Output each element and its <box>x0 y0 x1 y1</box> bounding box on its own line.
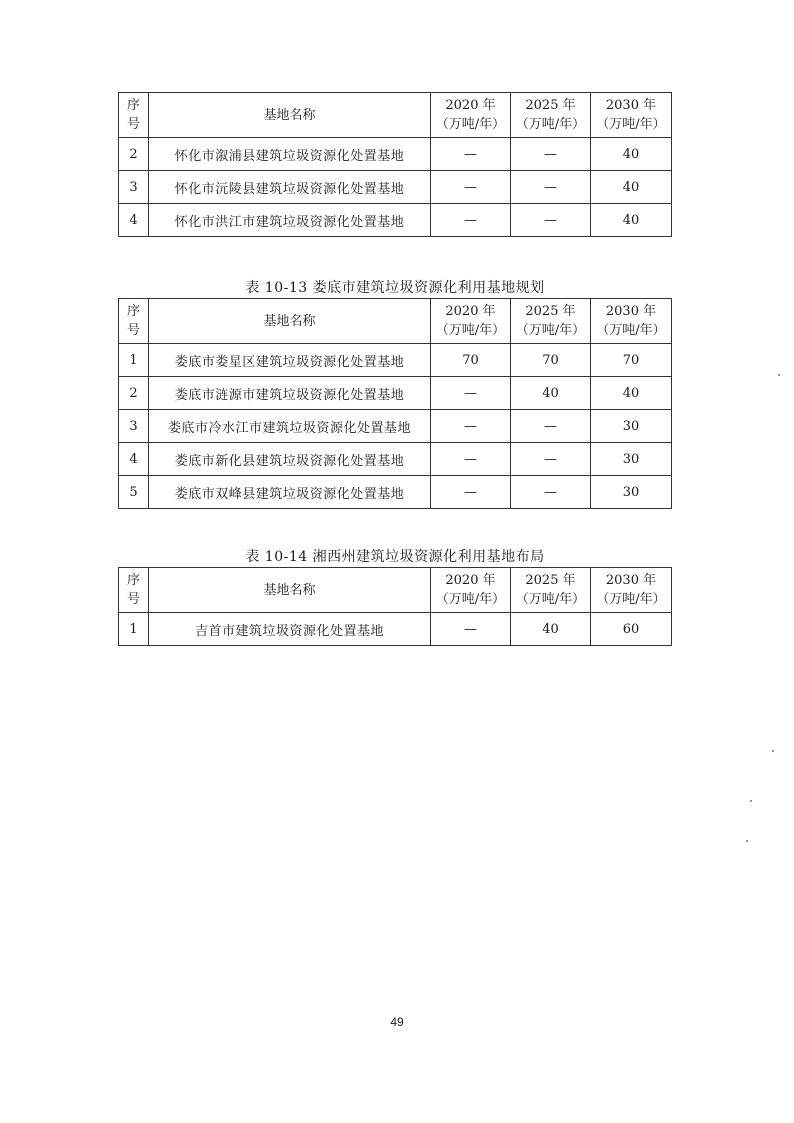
table-row <box>119 377 672 410</box>
cell-2020: — <box>431 171 511 204</box>
cell-2020: — <box>431 613 511 646</box>
scan-speck <box>778 374 780 376</box>
header-2025: 2025 年 （万吨/年） <box>511 299 591 344</box>
xiangxi-table-caption: 表 10-14 湘西州建筑垃圾资源化利用基地布局 <box>245 549 545 565</box>
cell-2030: 40 <box>591 204 672 237</box>
cell-2030: 30 <box>591 443 672 476</box>
scan-speck <box>746 840 748 842</box>
cell-2020: — <box>431 138 511 171</box>
cell-serial: 3 <box>119 171 149 204</box>
cell-serial: 1 <box>119 344 149 377</box>
cell-base-name: 吉首市建筑垃圾资源化处置基地 <box>149 613 431 646</box>
cell-base-name: 娄底市双峰县建筑垃圾资源化处置基地 <box>149 476 431 509</box>
cell-2025: — <box>511 443 591 476</box>
cell-2025: — <box>511 204 591 237</box>
table-row <box>119 410 672 443</box>
header-2030: 2030 年 （万吨/年） <box>591 93 672 138</box>
cell-base-name: 怀化市洪江市建筑垃圾资源化处置基地 <box>149 204 431 237</box>
cell-2030: 40 <box>591 138 672 171</box>
cell-base-name: 怀化市溆浦县建筑垃圾资源化处置基地 <box>149 138 431 171</box>
loudi-base-table <box>118 298 672 509</box>
table-header-row <box>119 299 672 344</box>
scan-speck <box>772 750 774 752</box>
cell-2030: 70 <box>591 344 672 377</box>
cell-serial: 3 <box>119 410 149 443</box>
cell-2030: 40 <box>591 171 672 204</box>
cell-base-name: 娄底市涟源市建筑垃圾资源化处置基地 <box>149 377 431 410</box>
table-row <box>119 613 672 646</box>
header-2030: 2030 年 （万吨/年） <box>591 299 672 344</box>
cell-2020: — <box>431 476 511 509</box>
cell-serial: 5 <box>119 476 149 509</box>
header-serial-number: 序 号 <box>119 299 149 344</box>
table-row <box>119 204 672 237</box>
table-row <box>119 171 672 204</box>
table-header-row <box>119 568 672 613</box>
cell-2025: — <box>511 138 591 171</box>
cell-2020: — <box>431 410 511 443</box>
cell-base-name: 怀化市沅陵县建筑垃圾资源化处置基地 <box>149 171 431 204</box>
cell-2030: 30 <box>591 410 672 443</box>
cell-2030: 60 <box>591 613 672 646</box>
header-2020: 2020 年 （万吨/年） <box>431 299 511 344</box>
cell-serial: 2 <box>119 377 149 410</box>
cell-2025: 40 <box>511 377 591 410</box>
cell-2025: — <box>511 476 591 509</box>
cell-2025: 70 <box>511 344 591 377</box>
header-2030: 2030 年 （万吨/年） <box>591 568 672 613</box>
cell-serial: 1 <box>119 613 149 646</box>
header-2020: 2020 年 （万吨/年） <box>431 93 511 138</box>
header-2020: 2020 年 （万吨/年） <box>431 568 511 613</box>
huaihua-base-table <box>118 92 672 237</box>
header-2025: 2025 年 （万吨/年） <box>511 93 591 138</box>
cell-base-name: 娄底市新化县建筑垃圾资源化处置基地 <box>149 443 431 476</box>
table-row <box>119 344 672 377</box>
cell-base-name: 娄底市冷水江市建筑垃圾资源化处置基地 <box>149 410 431 443</box>
header-2025: 2025 年 （万吨/年） <box>511 568 591 613</box>
xiangxi-base-table <box>118 567 672 646</box>
header-base-name: 基地名称 <box>149 93 431 138</box>
cell-2030: 40 <box>591 377 672 410</box>
table-row <box>119 443 672 476</box>
header-base-name: 基地名称 <box>149 568 431 613</box>
table-row <box>119 138 672 171</box>
cell-2025: — <box>511 410 591 443</box>
header-serial-number: 序 号 <box>119 93 149 138</box>
header-serial-number: 序 号 <box>119 568 149 613</box>
header-base-name: 基地名称 <box>149 299 431 344</box>
cell-serial: 4 <box>119 204 149 237</box>
cell-2020: 70 <box>431 344 511 377</box>
cell-2020: — <box>431 377 511 410</box>
cell-base-name: 娄底市娄星区建筑垃圾资源化处置基地 <box>149 344 431 377</box>
cell-2025: — <box>511 171 591 204</box>
cell-2020: — <box>431 443 511 476</box>
scan-speck <box>750 800 752 802</box>
table-row <box>119 476 672 509</box>
page-number: 49 <box>390 1015 404 1029</box>
cell-serial: 4 <box>119 443 149 476</box>
cell-2020: — <box>431 204 511 237</box>
cell-2030: 30 <box>591 476 672 509</box>
cell-serial: 2 <box>119 138 149 171</box>
cell-2025: 40 <box>511 613 591 646</box>
table-header-row <box>119 93 672 138</box>
loudi-table-caption: 表 10-13 娄底市建筑垃圾资源化利用基地规划 <box>245 280 545 296</box>
